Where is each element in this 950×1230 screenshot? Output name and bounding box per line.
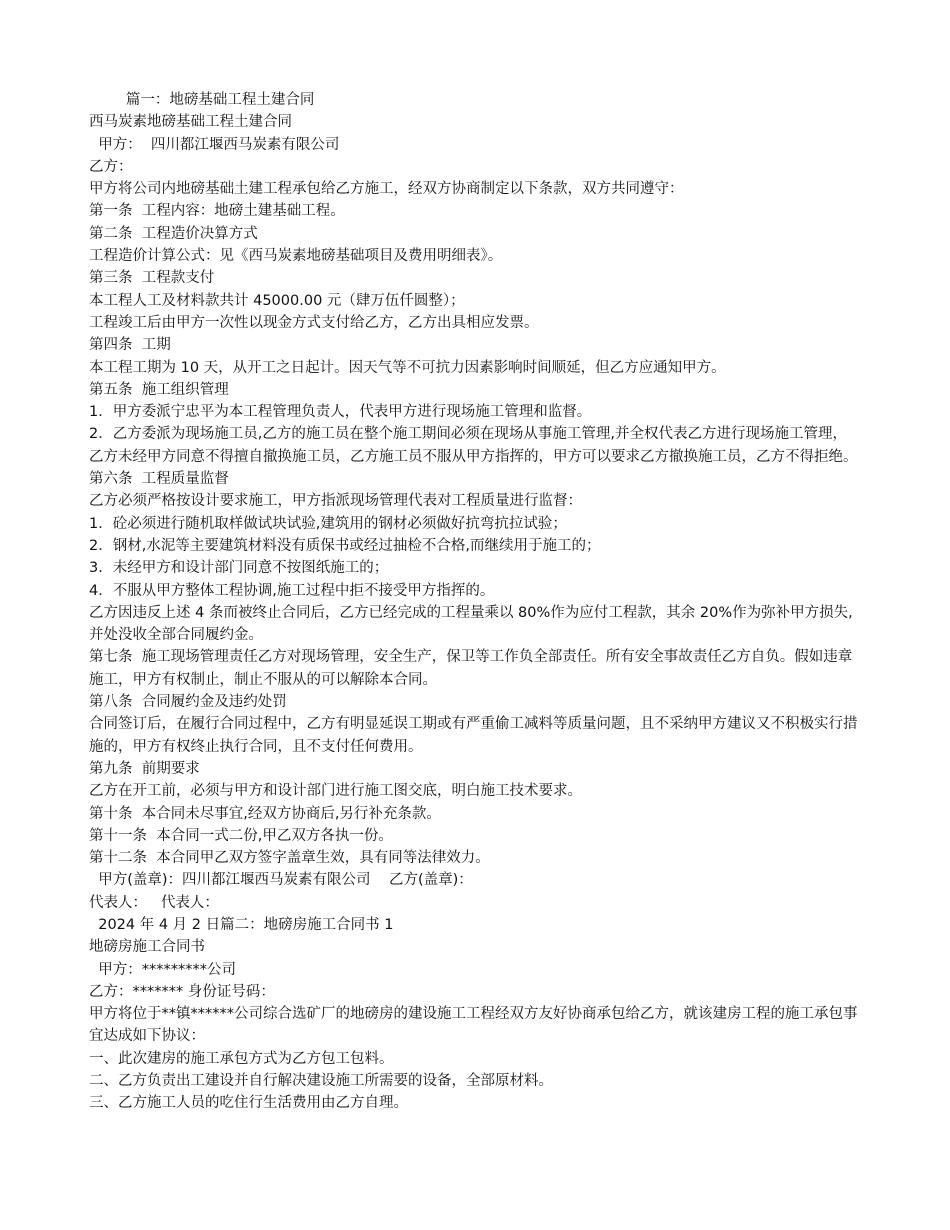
- paragraph: 本工程工期为 10 天，从开工之日起计。因天气等不可抗力因素影响时间顺延，但乙方应通知甲方。: [89, 359, 726, 376]
- paragraph: 甲方将位于**镇******公司综合选矿厂的地磅房的建设施工工程经双方友好协商承包给乙方，就该建房工程的施工承包事宜达成如下协议：: [89, 1006, 858, 1045]
- article-heading: 第五条 施工组织管理: [89, 381, 229, 398]
- paragraph: 第七条 施工现场管理责任乙方对现场管理，安全生产，保卫等工作负全部责任。所有安全事故责任乙方自负。假如违章施工，甲方有权制止，制止不服从的可以解除本合同。: [89, 649, 853, 688]
- article-line: 第十条 本合同未尽事宜,经双方协商后,另行补充条款。: [89, 805, 441, 822]
- paragraph: 乙方在开工前，必须与甲方和设计部门进行施工图交底，明白施工技术要求。: [89, 783, 582, 800]
- article-heading: 第八条 合同履约金及违约处罚: [89, 694, 287, 711]
- paragraph: 工程造价计算公式：见《西马炭素地磅基础项目及费用明细表》。: [89, 248, 503, 265]
- document-body: [89, 89, 859, 1115]
- list-item: 二、乙方负责出工建设并自行解决建设施工所需要的设备，全部原材料。: [89, 1073, 553, 1090]
- list-item: 4．不服从甲方整体工程协调,施工过程中拒不接受甲方指挥的。: [89, 582, 495, 599]
- list-item: 三、乙方施工人员的吃住行生活费用由乙方自理。: [89, 1095, 408, 1112]
- list-item: 1．砼必须进行随机取样做试块试验,建筑用的钢材必须做好抗弯抗拉试验；: [89, 515, 567, 532]
- party-b-line: 乙方：: [89, 158, 133, 175]
- article-heading: 第二条 工程造价决算方式: [89, 225, 258, 242]
- party-a-line: 甲方：*********公司: [89, 961, 236, 978]
- list-item: 3．未经甲方和设计部门同意不按图纸施工的；: [89, 560, 389, 577]
- article-heading: 第六条 工程质量监督: [89, 471, 229, 488]
- list-item: 2．钢材,水泥等主要建筑材料没有质保书或经过抽检不合格,而继续用于施工的；: [89, 537, 601, 554]
- signature-line: 甲方(盖章)：四川都江堰西马炭素有限公司 乙方(盖章)：: [89, 872, 473, 889]
- paragraph: 本工程人工及材料款共计 45000.00 元（肆万伍仟圆整）；: [89, 292, 465, 309]
- article-line: 第十一条 本合同一式二份,甲乙双方各执一份。: [89, 827, 393, 844]
- paragraph: 甲方将公司内地磅基础土建工程承包给乙方施工，经双方协商制定以下条款，双方共同遵守：: [89, 181, 684, 198]
- party-a-line: 甲方： 四川都江堰西马炭素有限公司: [89, 136, 340, 153]
- date-and-section-heading: 2024 年 4 月 2 日篇二：地磅房施工合同书 1: [89, 916, 394, 933]
- list-item: 1．甲方委派宁忠平为本工程管理负责人，代表甲方进行现场施工管理和监督。: [89, 404, 592, 421]
- article-heading: 第四条 工期: [89, 337, 171, 354]
- article-line: 第十二条 本合同甲乙双方签字盖章生效，具有同等法律效力。: [89, 850, 490, 867]
- article-heading: 第一条 工程内容：地磅土建基础工程。: [89, 203, 345, 220]
- contract-title: 地磅房施工合同书: [89, 939, 205, 956]
- paragraph: 工程竣工后由甲方一次性以现金方式支付给乙方，乙方出具相应发票。: [89, 314, 539, 331]
- paragraph: 合同签订后，在履行合同过程中，乙方有明显延误工期或有严重偷工减料等质量问题，且不采纳甲方建议又不积极实行措施的，甲方有权终止执行合同，且不支付任何费用。: [89, 716, 858, 755]
- contract-title: 西马炭素地磅基础工程土建合同: [89, 114, 292, 131]
- list-item: 一、此次建房的施工承包方式为乙方包工包料。: [89, 1050, 394, 1067]
- paragraph: 乙方因违反上述 4 条而被终止合同后，乙方已经完成的工程量乘以 80%作为应付工程款，其余 20%作为弥补甲方损失,并处没收全部合同履约金。: [89, 604, 853, 644]
- article-heading: 第三条 工程款支付: [89, 270, 215, 287]
- paragraph: 乙方必须严格按设计要求施工，甲方指派现场管理代表对工程质量进行监督：: [89, 493, 582, 510]
- representative-line: 代表人： 代表人：: [89, 894, 219, 911]
- party-b-line: 乙方：******* 身份证号码：: [89, 983, 275, 1000]
- list-item: 2．乙方委派为现场施工员,乙方的施工员在整个施工期间必须在现场从事施工管理,并全权代表乙方进行现场施工管理，乙方未经甲方同意不得擅自撤换施工员，乙方施工员不服从甲方指挥的，甲方可以要求乙方撤换施工员，乙方不得拒绝。: [89, 426, 858, 465]
- article-heading: 第九条 前期要求: [89, 760, 200, 777]
- section-heading: 篇一：地磅基础工程土建合同: [89, 92, 315, 108]
